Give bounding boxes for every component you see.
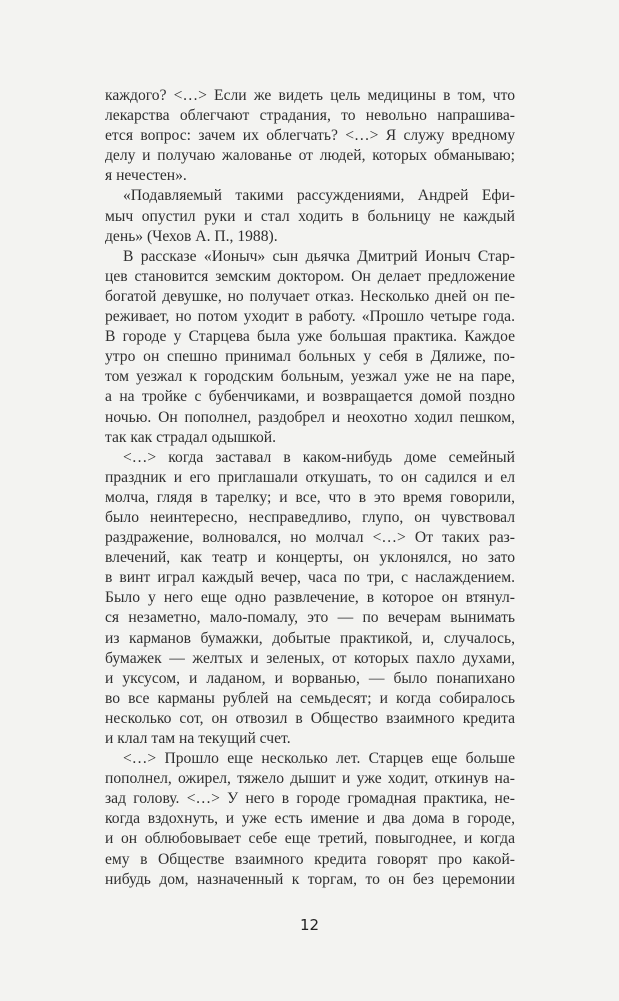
text-line: В городе у Старцева была уже большая практика. Каждое: [105, 328, 515, 346]
text-line: во все карманы рублей на семьдесят; и когда собиралось: [105, 689, 515, 707]
text-line: в винт играл каждый вечер, часа по три, с наслаждением.: [105, 569, 515, 587]
text-line: и клал там на текущий счет.: [105, 730, 291, 747]
text-line: молча, глядя в тарелку; и все, что в это время говорили,: [105, 488, 515, 506]
text-line: реживает, но потом уходит в работу. «Прошло четыре года.: [105, 308, 515, 326]
text-line: нибудь дом, назначенный к торгам, то он без церемонии: [105, 870, 515, 888]
text-line: богатой девушке, но получает отказ. Несколько дней он пе-: [105, 287, 515, 305]
text-line: Было у него еще одно развлечение, в которое он втянул-: [105, 589, 515, 607]
text-line: бумажек — желтых и зеленых, от которых пахло духами,: [105, 649, 515, 667]
text-line: утро он спешно принимал больных у себя в Дялиже, по-: [105, 348, 515, 366]
body-text: [105, 86, 515, 890]
text-line: «Подавляемый такими рассуждениями, Андрей Ефи-: [123, 187, 515, 205]
text-line: лекарства облегчают страдания, то невольно напрашива-: [105, 107, 515, 125]
text-line: <…> Прошло еще несколько лет. Старцев еще больше: [123, 750, 515, 768]
text-line: мыч опустил руки и стал ходить в больницу не каждый: [105, 207, 515, 225]
text-line: каждого? <…> Если же видеть цель медицины в том, что: [105, 87, 515, 104]
text-line: пополнел, ожирел, тяжело дышит и уже ходит, откинув на-: [105, 770, 515, 788]
text-line: я нечестен».: [105, 167, 187, 185]
page-number: 12: [299, 916, 320, 934]
text-line: раздражение, волновался, но молчал <…> От таких раз-: [105, 529, 515, 547]
text-line: том уезжал к городским больным, уезжал уже не на паре,: [105, 368, 515, 386]
text-line: когда вздохнуть, и уже есть имение и два дома в городе,: [105, 810, 515, 828]
text-line: праздник и его приглашали откушать, то он садился и ел: [105, 468, 515, 486]
text-line: и он облюбовывает себе еще третий, повыгоднее, и когда: [105, 830, 515, 848]
text-line: влечений, как театр и концерты, он уклонялся, но зато: [105, 549, 515, 567]
text-line: несколько сот, он отвозил в Общество взаимного кредита: [105, 709, 515, 727]
text-line: было неинтересно, несправедливо, глупо, он чувствовал: [105, 508, 515, 526]
text-line: так как страдал одышкой.: [105, 428, 277, 446]
text-line: день» (Чехов А. П., 1988).: [105, 227, 278, 245]
text-line: ся незаметно, мало-помалу, это — по вечерам вынимать: [105, 609, 515, 627]
text-line: а на тройке с бубенчиками, и возвращается домой поздно: [105, 388, 515, 406]
text-line: <…> когда заставал в каком-нибудь доме семейный: [123, 448, 515, 466]
text-line: ночью. Он пополнел, раздобрел и неохотно ходил пешком,: [105, 408, 515, 426]
text-line: цев становится земским доктором. Он делает предложение: [105, 267, 515, 285]
text-line: ему в Обществе взаимного кредита говорят про какой-: [105, 850, 515, 868]
text-line: В рассказе «Ионыч» сын дьячка Дмитрий Ионыч Стар-: [123, 247, 515, 265]
text-line: из карманов бумажки, добытые практикой, и, случалось,: [105, 629, 515, 647]
text-line: делу и получаю жалованье от людей, которых обманываю;: [105, 147, 515, 165]
text-line: зад голову. <…> У него в городе громадная практика, не-: [105, 790, 515, 808]
text-line: и уксусом, и ладаном, и ворванью, — было понапихано: [105, 669, 515, 687]
text-line: ется вопрос: зачем их облегчать? <…> Я служу вредному: [105, 127, 515, 145]
